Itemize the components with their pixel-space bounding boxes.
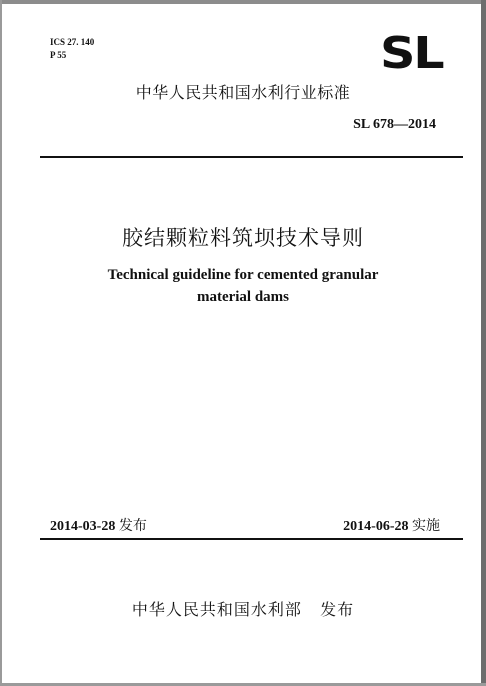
issuing-authority: 中华人民共和国水利部 发布 [131,600,355,619]
classification-codes [50,36,94,62]
sl-logo: SL [380,28,443,79]
ics-code: ICS 27. 140 [50,37,95,47]
issue-date: 2014-03-28 [50,519,116,534]
title-english-line-2: material dams [196,289,290,305]
implement-date-block [343,515,440,535]
title-chinese: 胶结颗粒料筑坝技术导则 [122,226,364,250]
bottom-divider [40,538,463,540]
issue-label: 发布 [118,518,147,534]
title-english [0,264,486,308]
implement-date: 2014-06-28 [343,519,409,534]
title-english-line-1: Technical guideline for cemented granular [107,267,379,283]
page-border-top [0,0,486,4]
standard-number: SL 678—2014 [353,117,436,132]
standard-category: 中华人民共和国水利行业标准 [135,83,351,102]
issue-date-block [50,515,147,535]
ccs-code: P 55 [50,50,67,60]
top-divider [40,156,463,158]
implement-label: 实施 [412,518,440,534]
